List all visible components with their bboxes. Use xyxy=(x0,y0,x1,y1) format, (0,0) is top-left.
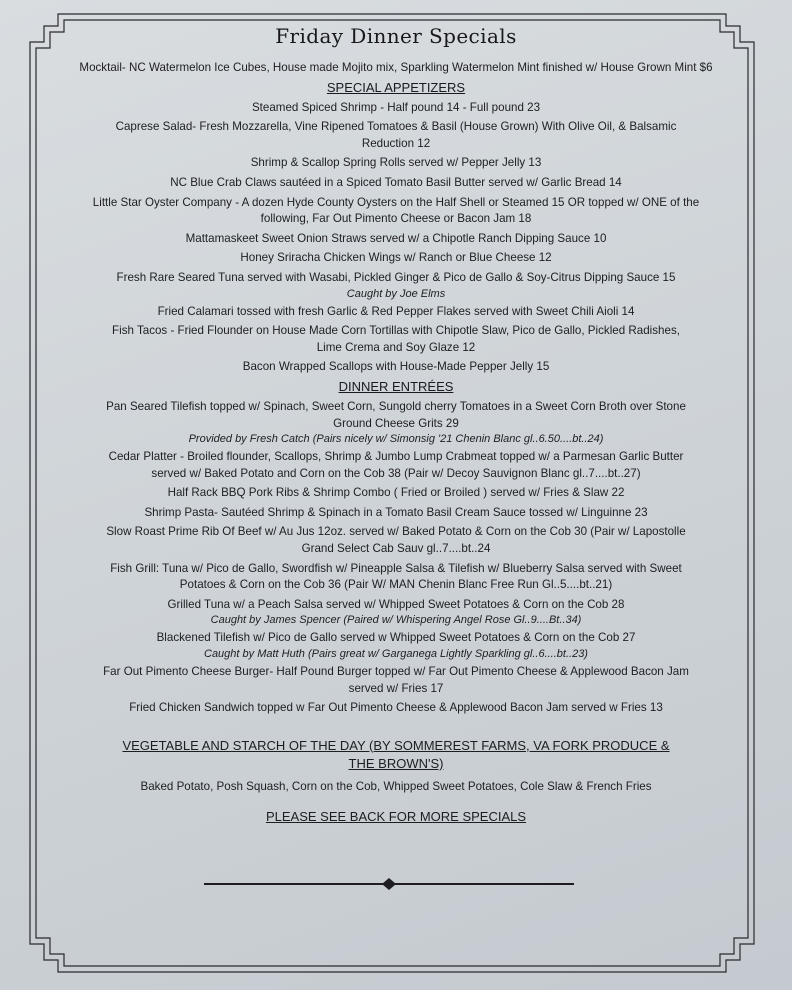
appetizer-item: Fish Tacos - Fried Flounder on House Made Corn Tortillas with Chipotle Slaw, Pico de Gallo, Pickled Radishes, Lime Crema and Soy Glaze 12 xyxy=(112,324,680,354)
entree-item: Grilled Tuna w/ a Peach Salsa served w/ Whipped Sweet Potatoes & Corn on the Cob 28 xyxy=(167,597,625,611)
appetizer-item: Fried Calamari tossed with fresh Garlic & Red Pepper Flakes served with Sweet Chili Aioli 14 xyxy=(157,304,635,318)
appetizer-item: NC Blue Crab Claws sautéed in a Spiced Tomato Basil Butter served w/ Garlic Bread 14 xyxy=(170,175,622,189)
entree-note: Provided by Fresh Catch (Pairs nicely w/ Simonsig '21 Chenin Blanc gl..6.50....bt..24) xyxy=(188,433,604,446)
entree-item: Far Out Pimento Cheese Burger- Half Pound Burger topped w/ Far Out Pimento Cheese & Applewood Bacon Jam served w/ Fries 17 xyxy=(103,665,689,695)
ornamental-divider xyxy=(204,877,574,891)
appetizer-item: Bacon Wrapped Scallops with House-Made Pepper Jelly 15 xyxy=(242,360,550,374)
entree-note: Caught by James Spencer (Paired w/ Whispering Angel Rose Gl..9....Bt..34) xyxy=(210,614,582,627)
entree-item: Blackened Tilefish w/ Pico de Gallo served w Whipped Sweet Potatoes & Corn on the Cob 27 xyxy=(156,631,636,645)
appetizers-list xyxy=(70,100,722,376)
menu-content xyxy=(70,22,722,825)
entree-item: Fish Grill: Tuna w/ Pico de Gallo, Swordfish w/ Pineapple Salsa & Tilefish w/ Blueberry Salsa served with Sweet Potatoes & Corn on the Cob 36 (Pair W/ MAN Chenin Blanc Free Run Gl..5....bt..21) xyxy=(110,561,682,592)
appetizers-heading: SPECIAL APPETIZERS xyxy=(326,79,466,95)
appetizer-item: Little Star Oyster Company - A dozen Hyde County Oysters on the Half Shell or Steamed 15 OR topped w/ ONE of the following, Far Out Pimento Cheese or Bacon Jam 18 xyxy=(92,195,700,226)
entrees-list xyxy=(70,399,722,717)
vegetable-heading: VEGETABLE AND STARCH OF THE DAY (BY SOMMEREST FARMS, VA FORK PRODUCE & THE BROWN'S) xyxy=(122,737,670,771)
appetizer-item: Shrimp & Scallop Spring Rolls served w/ Pepper Jelly 13 xyxy=(250,156,542,170)
mocktail-item: Mocktail- NC Watermelon Ice Cubes, House made Mojito mix, Sparkling Watermelon Mint finished w/ House Grown Mint $6 xyxy=(79,61,713,74)
entree-item: Fried Chicken Sandwich topped w Far Out Pimento Cheese & Applewood Bacon Jam served w Fries 13 xyxy=(129,701,663,715)
appetizer-item: Caprese Salad- Fresh Mozzarella, Vine Ripened Tomatoes & Basil (House Grown) With Olive Oil, & Balsamic Reduction 12 xyxy=(115,120,677,150)
appetizer-note: Caught by Joe Elms xyxy=(346,287,446,300)
entree-item: Slow Roast Prime Rib Of Beef w/ Au Jus 12oz. served w/ Baked Potato & Corn on the Cob 30 (Pair w/ Lapostolle Grand Select Cab Sauv gl..7....bt..24 xyxy=(106,525,686,556)
appetizer-item: Fresh Rare Seared Tuna served with Wasabi, Pickled Ginger & Pico de Gallo & Soy-Citrus Dipping Sauce 15 xyxy=(116,270,676,284)
appetizer-item: Steamed Spiced Shrimp - Half pound 14 - Full pound 23 xyxy=(251,100,541,114)
menu-title: Friday Dinner Specials xyxy=(275,24,517,48)
entree-item: Half Rack BBQ Pork Ribs & Shrimp Combo ( Fried or Broiled ) served w/ Fries & Slaw 22 xyxy=(167,486,625,500)
appetizer-item: Honey Sriracha Chicken Wings w/ Ranch or Blue Cheese 12 xyxy=(240,251,552,265)
entree-item: Pan Seared Tilefish topped w/ Spinach, Sweet Corn, Sungold cherry Tomatoes in a Sweet Corn Broth over Stone Ground Cheese Grits 29 xyxy=(106,399,686,430)
appetizer-item: Mattamaskeet Sweet Onion Straws served w/ a Chipotle Ranch Dipping Sauce 10 xyxy=(185,231,607,245)
vegetable-items: Baked Potato, Posh Squash, Corn on the Cob, Whipped Sweet Potatoes, Cole Slaw & French Fries xyxy=(140,779,652,793)
entree-note: Caught by Matt Huth (Pairs great w/ Garganega Lightly Sparkling gl..6....bt..23) xyxy=(204,648,588,661)
entree-item: Cedar Platter - Broiled flounder, Scallops, Shrimp & Jumbo Lump Crabmeat topped w/ a Parmesan Garlic Butter served w/ Baked Potato and Corn on the Cob 38 (Pair w/ Decoy Sauvignon Blanc gl..7....bt..27) xyxy=(108,450,684,480)
entrees-heading: DINNER ENTRÉES xyxy=(338,378,454,394)
back-page-note: PLEASE SEE BACK FOR MORE SPECIALS xyxy=(265,809,527,825)
entree-item: Shrimp Pasta- Sautéed Shrimp & Spinach in a Tomato Basil Cream Sauce tossed w/ Linguinne 23 xyxy=(144,505,648,519)
